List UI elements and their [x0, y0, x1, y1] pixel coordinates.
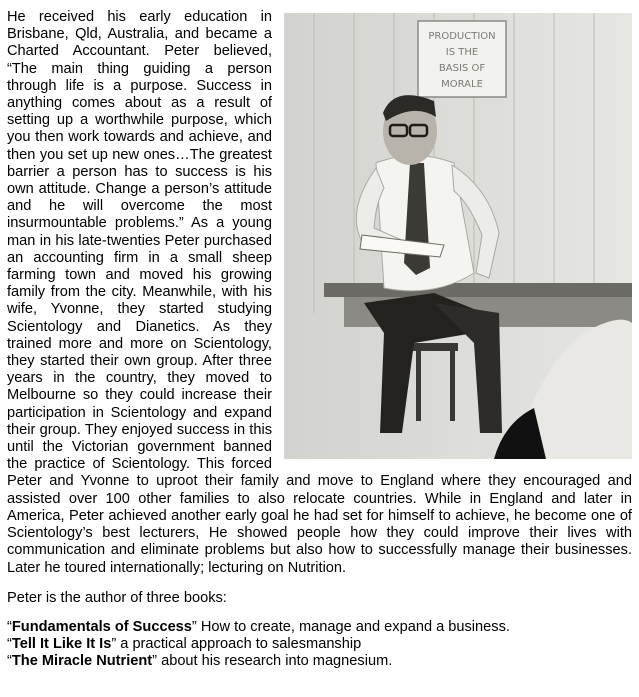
lecturer-photo: [284, 13, 632, 459]
book-description: ” How to create, manage and expand a business.: [191, 618, 510, 635]
book-description: ” about his research into magnesium.: [152, 653, 393, 670]
book-title: Tell It Like It Is: [11, 636, 112, 653]
book-item: [7, 653, 632, 670]
lecturer-photo-illustration: [284, 13, 632, 459]
book-title: Fundamentals of Success: [11, 618, 192, 635]
production-morale-sign: [418, 21, 506, 97]
books-intro: Peter is the author of three books:: [7, 589, 227, 606]
book-open-quote: “: [7, 653, 12, 670]
book-open-quote: “: [7, 618, 12, 635]
biography-paragraph: [7, 9, 632, 577]
books-list: [7, 619, 632, 671]
book-description: ” a practical approach to salesmanship: [111, 636, 362, 653]
book-item: [7, 619, 632, 636]
sign-line-3: BASIS OF: [438, 63, 486, 74]
sign-line-4: MORALE: [441, 79, 483, 90]
book-item: [7, 636, 632, 653]
biography-text: He received his early education in Brisbane, Qld, Australia, and became a Charted Accountant. Peter believed, “The main thing guiding a person through life is a purpose. Success in anything comes about as a result of setting up a worthwhile purpose, which you then work towards and achieve, and then you set up new ones…The greatest barrier a person has to success is his own attitude. Change a person’s attitude and he will overcome the most insurmountable problems.” As a young man in his late-twenties Peter purchased an accounting firm in a small sheep farming town and moved his growing family from the city. Meanwhile, with his wife, Yvonne, they started studying Scientology and Dianetics. As they trained more and more on Scientology, they started their own group. After three years in the country, they moved to Melbourne so they could increase their participation in Scientology and expand their group. They enjoyed success in this until the Victorian government banned the practice of Scientology. This forced Peter and Yvonne to uproot their family and move to England where they encouraged and assisted over 100 other families to also relocate countries. While in England and later in America, Peter achieved another early goal he had set for himself to achieve, he become one of Scientology’s best lecturers, He showed people how they could improve their lives with communication and eliminate problems but also how to successfully manage their businesses. Later he toured internationally; lecturing on Nutrition.: [7, 9, 632, 576]
book-open-quote: “: [7, 636, 12, 653]
book-title: The Miracle Nutrient: [11, 653, 153, 670]
sign-line-2: IS THE: [445, 47, 479, 58]
sign-line-1: PRODUCTION: [428, 31, 496, 42]
document-page: [7, 9, 632, 671]
